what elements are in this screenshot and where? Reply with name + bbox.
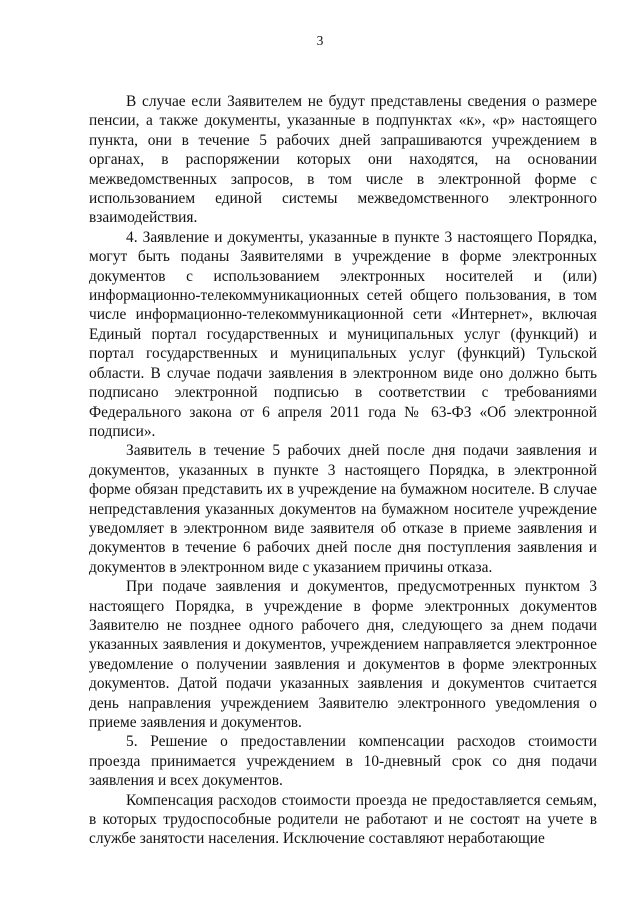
paragraph-decision-deadline: 5. Решение о предоставлении компенсации расходов стоимости проезда принимается учреждением в 10-дневный срок со дня подачи заявления и всех документов. (89, 733, 597, 790)
paragraph-electronic-submission: 4. Заявление и документы, указанные в пункте 3 настоящего Порядка, могут быть поданы Заявителями в учреждение в форме электронных документов с использованием электронных носителей и (или) информационно-телекоммуникационных сетей общего пользования, в том числе информационно-телекоммуникационной сети «Интернет», включая Единый портал государственных и муниципальных услуг (функций) и портал государственных и муниципальных услуг (функций) Тульской области. В случае подачи заявления в электронном виде оно должно быть подписано электронной подписью в соответствии с требованиями Федерального закона от 6 апреля 2011 года № 63-ФЗ «Об электронной подписи». (89, 228, 597, 440)
paragraph-paper-copy-requirement: Заявитель в течение 5 рабочих дней после дня подачи заявления и документов, указанных в пункте 3 настоящего Порядка, в электронной форме обязан представить их в учреждение на бумажном носителе. В случае непредставления указанных документов на бумажном носителе учреждение уведомляет в электронном виде заявителя об отказе в приеме заявления и документов в течение 6 рабочих дней после дня поступления заявления и документов в электронном виде с указанием причины отказа. (89, 442, 597, 576)
paragraph-compensation-exclusion: Компенсация расходов стоимости проезда не предоставляется семьям, в которых трудоспособные родители не работают и не состоят на учете в службе занятости населения. Исключение составляют неработающие (89, 791, 597, 848)
paragraph-missing-pension-info: В случае если Заявителем не будут представлены сведения о размере пенсии, а также документы, указанные в подпунктах «к», «р» настоящего пункта, они в течение 5 рабочих дней запрашиваются учреждением в органах, в распоряжении которых они находятся, на основании межведомственных запросов, в том числе в электронной форме с использованием единой системы межведомственного электронного взаимодействия. (89, 93, 597, 227)
page-number: 3 (316, 33, 324, 48)
document-body (89, 92, 597, 849)
paragraph-electronic-notification: При подаче заявления и документов, предусмотренных пунктом 3 настоящего Порядка, в учреждение в форме электронных документов Заявителю не позднее одного рабочего дня, следующего за днем подачи указанных заявления и документов, учреждением направляется электронное уведомление о получении заявления и документов в форме электронных документов. Датой подачи указанных заявления и документов считается день направления учреждением Заявителю электронного уведомления о приеме заявления и документов. (89, 578, 597, 731)
